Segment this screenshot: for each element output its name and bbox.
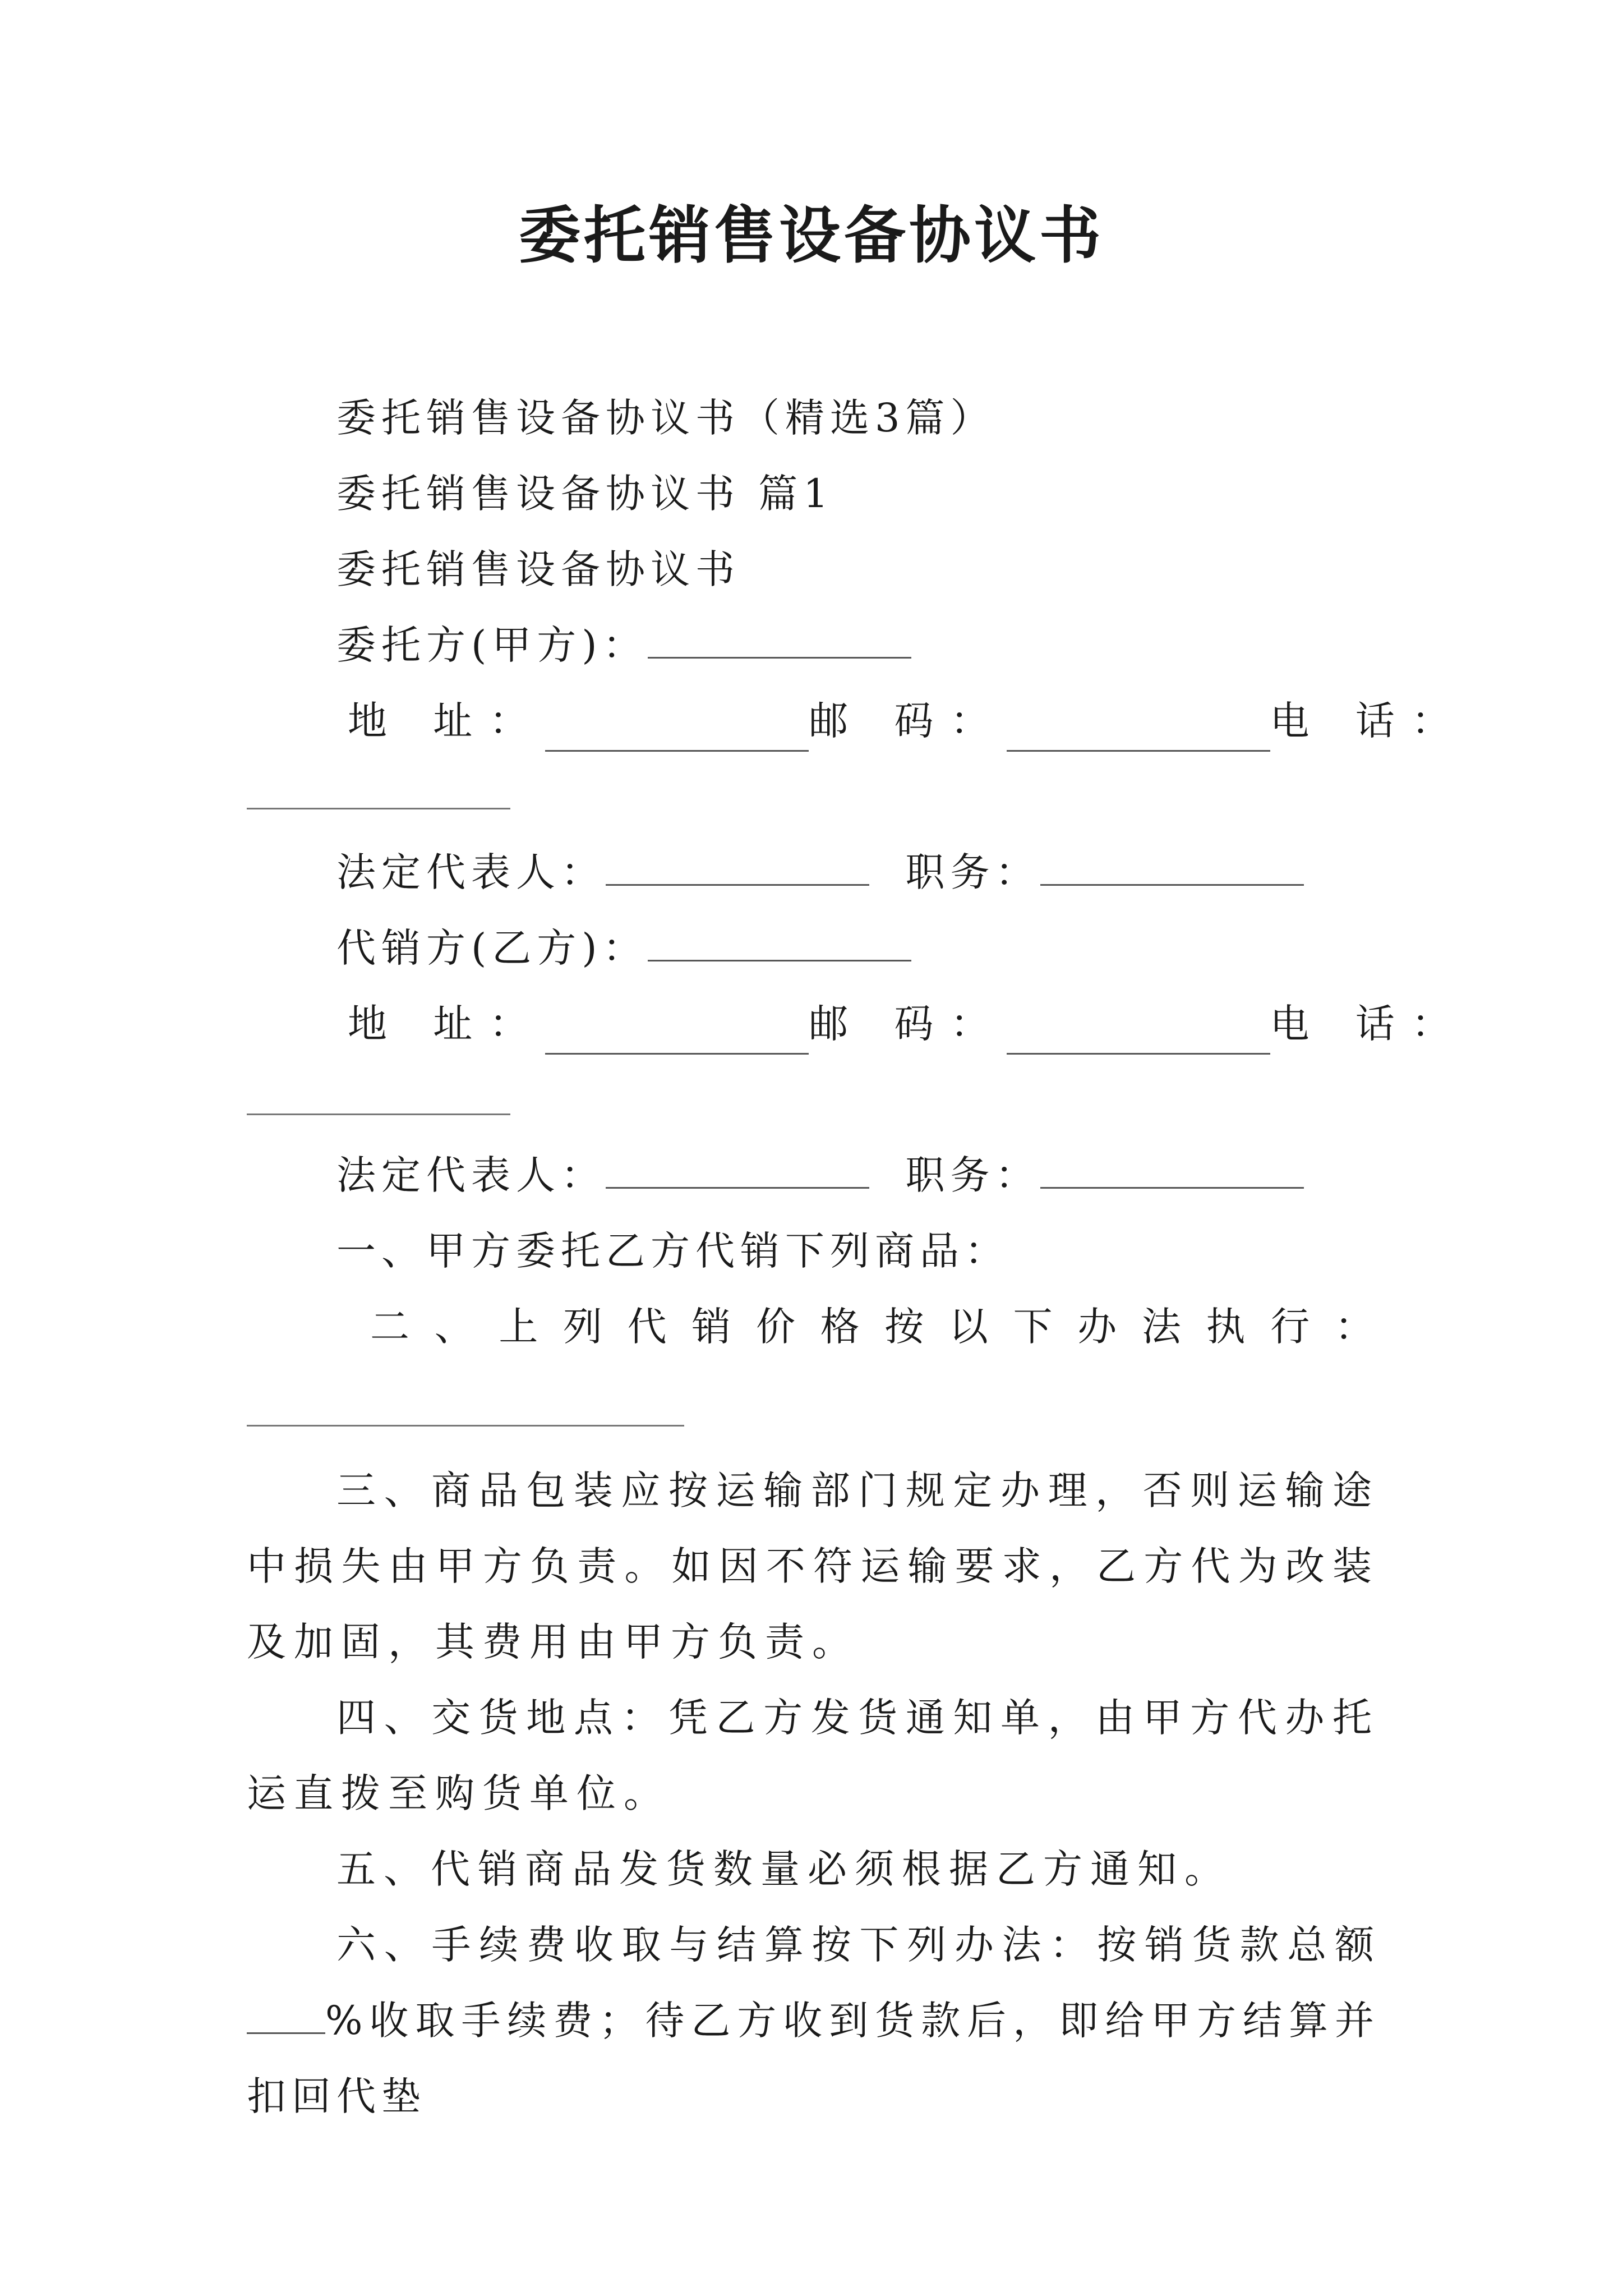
party-a-row: [336, 614, 911, 676]
clause-2-char: 办: [1077, 1304, 1117, 1350]
clause-2-char: 法: [1141, 1304, 1181, 1350]
clause-2-char: 格: [820, 1304, 860, 1350]
clause-2-char: 以: [948, 1304, 988, 1350]
party-b-phone-blank: [247, 1114, 510, 1115]
party-a-legal-rep-blank: [606, 845, 869, 886]
clause-2: [370, 1296, 1374, 1358]
party-b-position-label: 职务：: [905, 1152, 1040, 1198]
party-b-position-blank: [1040, 1148, 1304, 1189]
party-a-position-label: 职务：: [905, 849, 1040, 895]
subtitle-article-1: 委托销售设备协议书 篇1: [336, 471, 834, 517]
clause-4: 四、交货地点：凭乙方发货通知单，由甲方代办托运直拨至购货单位。: [247, 1695, 1380, 1816]
clause-2-char: 执: [1206, 1304, 1246, 1350]
clause-6: [247, 1907, 1380, 2134]
party-a-legal-rep-label: 法定代表人：: [336, 849, 606, 895]
clause-2-char: 、: [434, 1304, 474, 1350]
party-b-label: 代销方(乙方)：: [336, 925, 648, 971]
clause-1: 一、甲方委托乙方代销下列商品：: [336, 1228, 1009, 1274]
clause-2-blank: [247, 1425, 684, 1427]
party-b-address-blank: [545, 1014, 809, 1055]
party-b-rep-row: [336, 1144, 1304, 1206]
clause-2-char: 销: [691, 1304, 731, 1350]
party-a-position-blank: [1040, 845, 1304, 886]
clause-6-part-1: 六、手续费收取与结算按下列办法：按销货款总额: [336, 1922, 1380, 1968]
clause-2-char: 上: [499, 1304, 538, 1350]
party-a-address-label: 地 址：: [348, 698, 546, 744]
clause-5: 五、代销商品发货数量必须根据乙方通知。: [336, 1846, 1232, 1892]
clause-6-part-2: 收取手续费；待乙方收到货款后，即给甲方结算并扣回代垫: [247, 1998, 1380, 2119]
party-b-phone-label: 电 话：: [1270, 1001, 1468, 1047]
clause-6-percent: %: [325, 1998, 368, 2044]
clause-2-char: 二: [370, 1304, 409, 1350]
party-b-zip-blank: [1007, 1014, 1270, 1055]
clause-2-char: 按: [884, 1304, 924, 1350]
document-title: 委托销售设备协议书: [519, 199, 1104, 272]
party-b-legal-rep-blank: [606, 1148, 869, 1189]
agreement-heading: 委托销售设备协议书: [336, 546, 740, 592]
party-a-phone-blank: [247, 808, 510, 809]
party-a-contact-row: [247, 690, 1468, 752]
clause-2-char: 行: [1270, 1304, 1310, 1350]
clause-6-percent-blank: [247, 1993, 325, 2034]
clause-2-char: 价: [755, 1304, 795, 1350]
party-a-blank: [648, 618, 911, 659]
party-a-zip-blank: [1007, 711, 1270, 752]
party-a-zip-label: 邮 码：: [809, 698, 1007, 744]
party-a-address-blank: [545, 711, 809, 752]
clause-2-char: ：: [1334, 1304, 1374, 1350]
party-b-blank: [648, 921, 911, 961]
clause-2-char: 代: [627, 1304, 667, 1350]
party-b-legal-rep-label: 法定代表人：: [336, 1152, 606, 1198]
party-b-row: [336, 917, 911, 979]
party-a-rep-row: [336, 841, 1304, 903]
clause-2-char: 下: [1013, 1304, 1053, 1350]
subtitle-selection: 委托销售设备协议书（精选3篇）: [336, 395, 995, 441]
party-b-address-label: 地 址：: [348, 1001, 546, 1047]
clause-3: 三、商品包装应按运输部门规定办理，否则运输途中损失由甲方负责。如因不符运输要求，乙方代为改装及加固，其费用由甲方负责。: [247, 1467, 1380, 1665]
clause-2-char: 列: [562, 1304, 602, 1350]
party-b-contact-row: [247, 993, 1468, 1055]
party-a-phone-label: 电 话：: [1270, 698, 1468, 744]
party-b-zip-label: 邮 码：: [809, 1001, 1007, 1047]
party-a-label: 委托方(甲方)：: [336, 622, 648, 668]
